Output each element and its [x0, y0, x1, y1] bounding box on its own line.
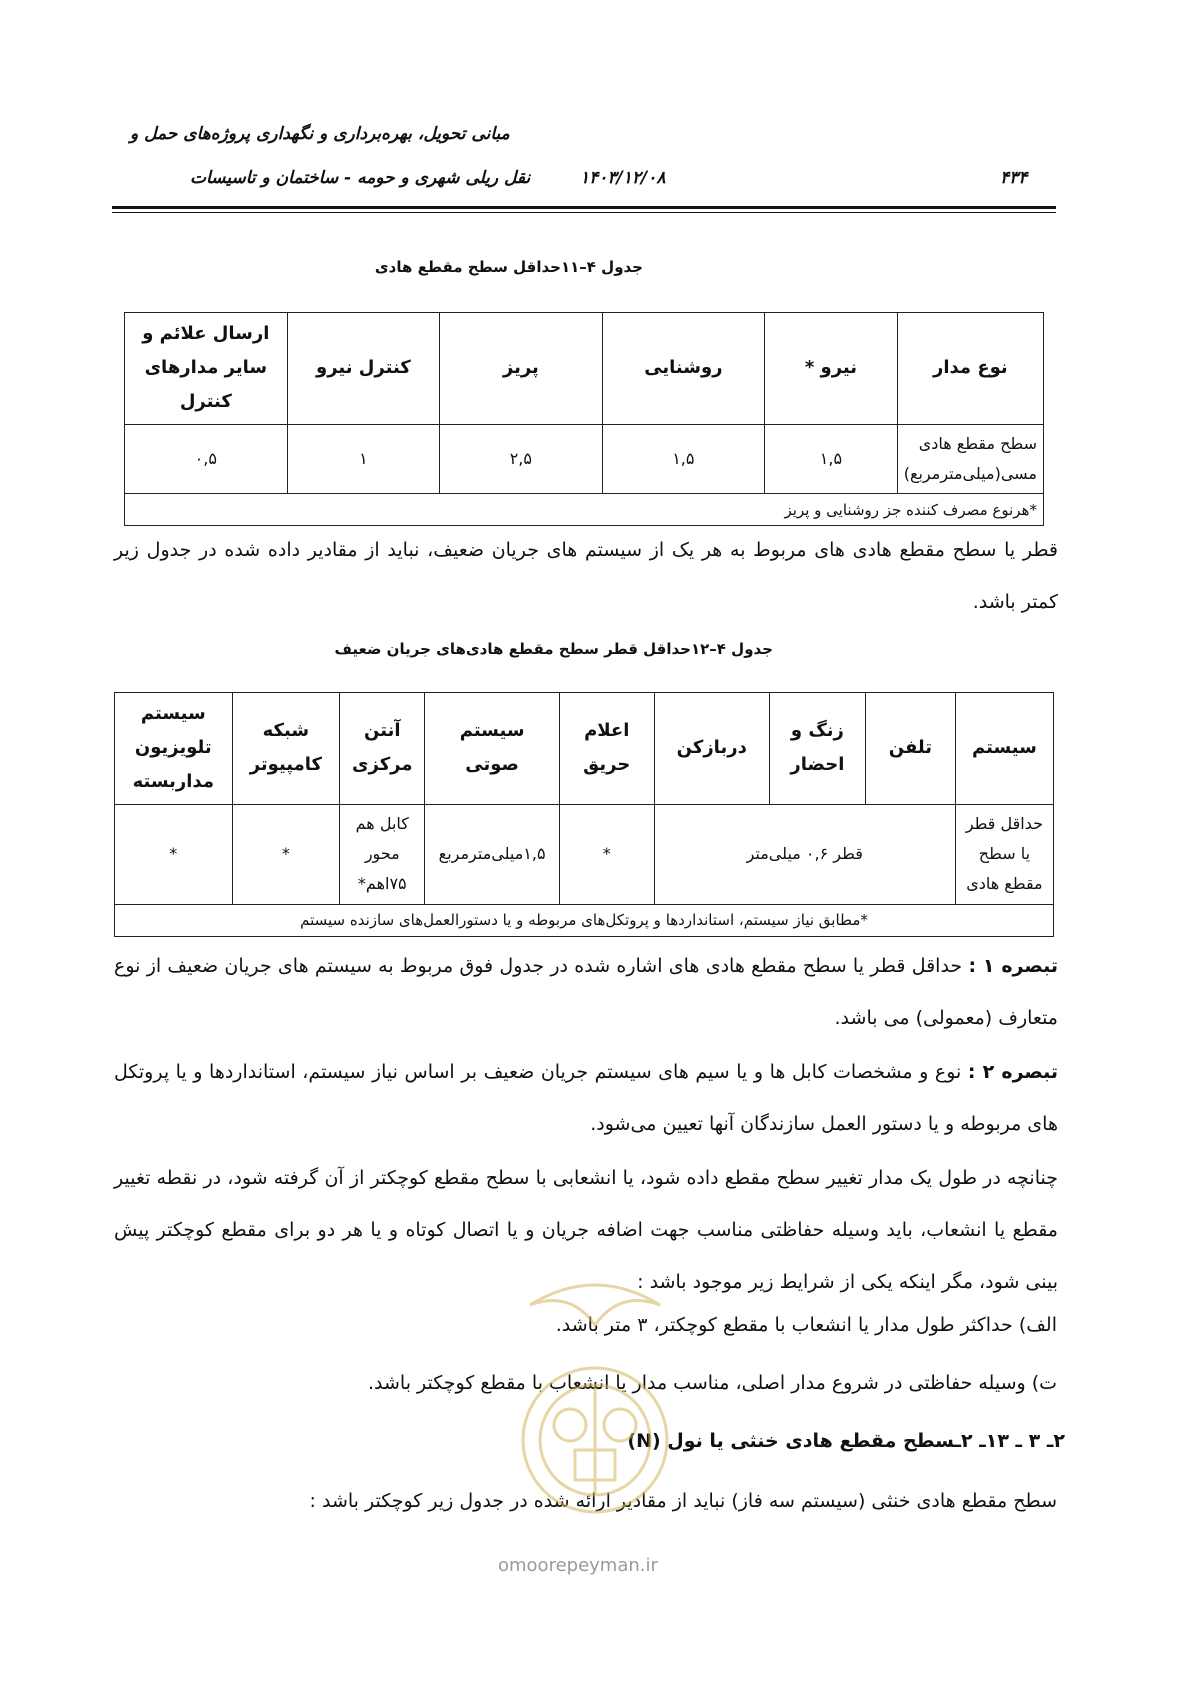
table2	[114, 692, 1054, 937]
table1-row-label: سطح مقطع هادی مسی(میلی‌مترمربع)	[897, 424, 1043, 494]
table1-cell: ۱,۵	[765, 424, 898, 494]
table2-audio-value: ۱,۵میلی‌مترمربع	[425, 804, 560, 904]
table2-antenna-value: کابل هم محور ۷۵اهم*	[340, 804, 425, 904]
table1-cell: ۰,۵	[125, 424, 288, 494]
table2-header-network: شبکه کامپیوتر	[232, 693, 340, 805]
table2-header-system: سیستم	[955, 693, 1053, 805]
table2-row-label: حداقل قطر یا سطح مقطع هادی	[955, 804, 1053, 904]
table1	[124, 312, 1044, 526]
table1-header-lighting: روشنایی	[602, 313, 765, 425]
table2-merged-diameter: قطر ۰,۶ میلی‌متر	[654, 804, 955, 904]
paragraph-weak-current-intro: قطر یا سطح مقطع هادی های مربوط به هر یک از سیستم های جریان ضعیف، نباید از مقادیر داده شده در جدول زیر کمتر باشد.	[114, 539, 1058, 613]
table1-header-socket: پریز	[440, 313, 602, 425]
table2-header-bell: زنگ و احضار	[769, 693, 865, 805]
header-date: ۱۴۰۳/۱۲/۰۸	[580, 168, 666, 188]
table2-header-cctv: سیستم تلویزیون مداربسته	[115, 693, 233, 805]
condition-a: الف) حداکثر طول مدار یا انشعاب با مقطع کوچکتر، ۳ متر باشد.	[555, 1314, 1057, 1336]
table2-cctv-value: *	[115, 804, 233, 904]
table2-caption: جدول ۴–۱۲حداقل قطر سطح مقطع هادی‌های جریان ضعیف	[334, 640, 773, 658]
header-rule-thick	[112, 206, 1056, 209]
table2-footnote: *مطابق نیاز سیستم، استانداردها و پروتکل‌های مربوطه و یا دستورالعمل‌های سازنده سیستم	[115, 904, 1054, 936]
table2-fire-alarm-value: *	[559, 804, 654, 904]
table1-cell: ۱,۵	[602, 424, 765, 494]
header-title-line1: مبانی تحویل، بهره‌برداری و نگهداری پروژه‌های حمل و	[130, 124, 510, 144]
table2-header-telephone: تلفن	[865, 693, 955, 805]
table1-header-signaling: ارسال علائم و سایر مدارهای کنترل	[125, 313, 288, 425]
page-number: ۴۳۴	[1000, 168, 1028, 188]
table1-header-power: نیرو *	[765, 313, 898, 425]
note-1-text: حداقل قطر یا سطح مقطع هادی های اشاره شده در جدول فوق مربوط به سیستم های جریان ضعیف از نوع متعارف (معمولی) می باشد.	[114, 955, 1058, 1029]
note-1-label: تبصره ۱ :	[968, 955, 1058, 977]
table1-caption: جدول ۴–۱۱حداقل سطح مقطع هادی	[374, 258, 643, 276]
condition-b: ت) وسیله حفاظتی در شروع مدار اصلی، مناسب مدار یا انشعاب با مقطع کوچکتر باشد.	[367, 1372, 1057, 1394]
paragraph-neutral-conductor: سطح مقطع هادی خنثی (سیستم سه فاز) نباید از مقادیر ارائه شده در جدول زیر کوچکتر باشد :	[309, 1490, 1057, 1512]
table2-network-value: *	[232, 804, 340, 904]
table1-header-power-control: کنترل نیرو	[287, 313, 440, 425]
table2-header-audio: سیستم صوتی	[425, 693, 560, 805]
table1-header-circuit-type: نوع مدار	[897, 313, 1043, 425]
paragraph-section-change: چنانچه در طول یک مدار تغییر سطح مقطع داده شود، یا انشعابی با سطح مقطع کوچکتر از آن گرفته شود، در نقطه تغییر مقطع یا انشعاب، باید وسیله حفاظتی مناسب جهت اضافه جریان و یا اتصال کوتاه و یا هر دو برای مقطع کوچکتر پیش بینی شود، مگر اینکه یکی از شرایط زیر موجود باشد :	[114, 1167, 1058, 1293]
table1-cell: ۲,۵	[440, 424, 602, 494]
table2-header-antenna: آنتن مرکزی	[340, 693, 425, 805]
table1-footnote: *هرنوع مصرف کننده جز روشنایی و پریز	[125, 494, 1044, 526]
note-2-label: تبصره ۲ :	[967, 1061, 1058, 1083]
table1-cell: ۱	[287, 424, 440, 494]
note-1	[114, 940, 1058, 1044]
table2-header-fire-alarm: اعلام حریق	[559, 693, 654, 805]
header-rule-thin	[112, 212, 1056, 213]
table2-header-door-opener: دربازکن	[654, 693, 769, 805]
watermark-site-text: omoorepeyman.ir	[498, 1555, 658, 1576]
section-heading: ۲ـ ۳ ـ ۱۳ـ ۲ـسطح مقطع هادی خنثی یا نول (N)	[627, 1430, 1065, 1452]
note-2-text: نوع و مشخصات کابل ها و یا سیم های سیستم جریان ضعیف بر اساس نیاز سیستم، استانداردها و یا پروتکل های مربوطه و یا دستور العمل سازندگان آنها تعیین می‌شود.	[114, 1061, 1058, 1135]
note-2	[114, 1046, 1058, 1150]
header-title-line2: نقل ریلی شهری و حومه - ساختمان و تاسیسات	[190, 168, 531, 188]
